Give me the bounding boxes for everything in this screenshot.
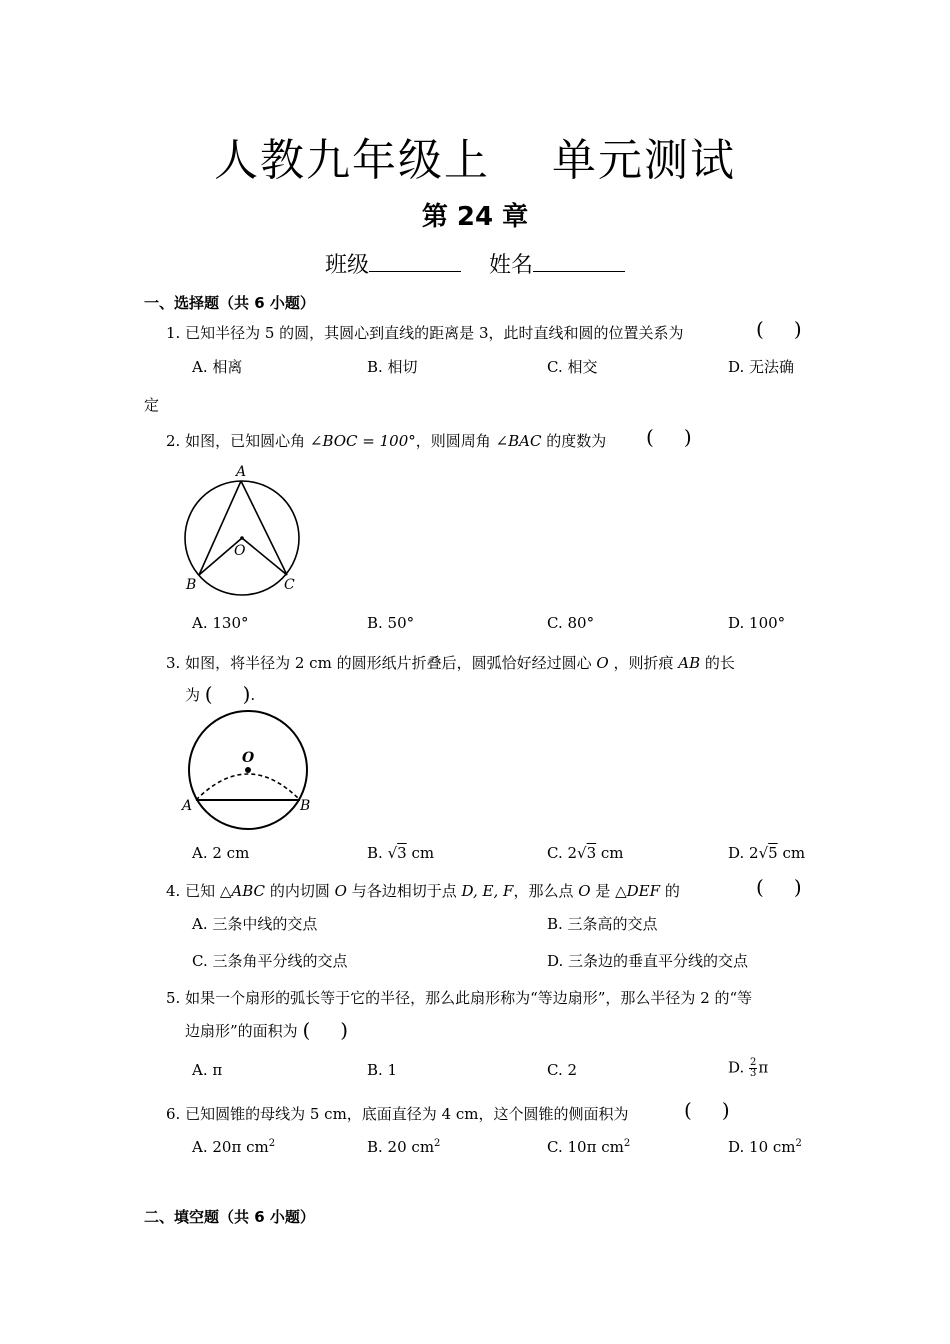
q2-option-d[interactable]: D. 100° <box>728 614 786 632</box>
q2-circle-figure <box>176 462 310 596</box>
q6-answer-paren[interactable]: ( ) <box>684 1098 730 1122</box>
q6-option-c[interactable]: C. 10π $cm^2$ <box>547 1138 631 1156</box>
q4-number: 4. <box>166 882 181 900</box>
q4-text-a: 的内切圆 <box>269 882 330 900</box>
question-3 <box>166 652 735 673</box>
q5-option-d[interactable]: D. $\frac{2}{3}$ π <box>728 1057 769 1079</box>
q1-option-d-wrap: 定 <box>144 396 160 414</box>
q4-answer-paren[interactable]: ( ) <box>756 875 802 899</box>
q2-label-b: B <box>186 577 197 593</box>
q3-line2-pre: 为 <box>185 686 201 704</box>
name-blank[interactable] <box>533 249 625 272</box>
q3-option-d[interactable]: D. 2√5 cm <box>728 844 806 862</box>
q3-option-a[interactable]: A. 2 cm <box>192 844 250 862</box>
q1-option-d[interactable]: D. 无法确 <box>728 358 795 376</box>
question-4 <box>166 880 680 901</box>
chapter-heading: 第 24 章 <box>421 202 529 232</box>
q4-text-c: ，那么点 <box>513 882 574 900</box>
q6-number: 6. <box>166 1105 181 1123</box>
q6-text: 已知圆锥的母线为 5 cm，底面直径为 4 cm，这个圆锥的侧面积为 <box>185 1105 629 1123</box>
q4-option-c[interactable]: C. 三条角平分线的交点 <box>192 952 348 970</box>
q3-text-mid: ，则折痕 <box>613 654 674 672</box>
q2-expr-boc: ∠BOC = 100° <box>309 432 416 450</box>
q4-option-b[interactable]: B. 三条高的交点 <box>547 915 658 933</box>
q1-option-b[interactable]: B. 相切 <box>367 358 418 376</box>
q1-option-c[interactable]: C. 相交 <box>547 358 598 376</box>
q2-expr-bac: ∠BAC <box>495 432 542 450</box>
q2-label-c: C <box>284 577 295 593</box>
q4-text-e: 的 <box>664 882 680 900</box>
q1-option-a[interactable]: A. 相离 <box>192 358 243 376</box>
q2-text-post: 的度数为 <box>546 432 607 450</box>
q3-fold-figure <box>180 704 320 836</box>
q3-label-b: B <box>300 798 311 814</box>
q2-radius-oc <box>242 538 287 575</box>
question-5 <box>166 987 752 1008</box>
q3-var-o: O <box>596 654 609 672</box>
q2-answer-paren[interactable]: ( ) <box>646 425 692 449</box>
q3-label-a: A <box>182 798 193 814</box>
section2-heading: 二、填空题（共 6 小题） <box>144 1208 315 1226</box>
q4-text-d: 是 <box>595 882 611 900</box>
question-6 <box>166 1103 629 1124</box>
q6-option-d[interactable]: D. 10 $cm^2$ <box>728 1138 802 1156</box>
q3-number: 3. <box>166 654 181 672</box>
title-part2: 单元测试 <box>552 135 736 186</box>
q5-option-c[interactable]: C. 2 <box>547 1061 578 1079</box>
q3-option-b[interactable]: B. √3 cm <box>367 844 435 862</box>
q5-text: 如果一个扇形的弧长等于它的半径，那么此扇形称为“等边扇形”，那么半径为 2 的“等 <box>185 989 753 1007</box>
q3-line2-post: . <box>250 686 256 704</box>
q3-folded-arc <box>196 774 300 800</box>
q2-option-c[interactable]: C. 80° <box>547 614 595 632</box>
q5-answer-paren[interactable]: ( ) <box>302 1018 349 1042</box>
q3-text-pre: 如图，将半径为 2 cm 的圆形纸片折叠后，圆弧恰好经过圆心 <box>185 654 592 672</box>
q4-option-d[interactable]: D. 三条边的垂直平分线的交点 <box>547 952 749 970</box>
q3-center-dot <box>245 767 251 773</box>
question-1 <box>166 322 684 343</box>
q5-option-a[interactable]: A. π <box>192 1061 223 1079</box>
q2-option-a[interactable]: A. 130° <box>192 614 249 632</box>
q2-label-o: O <box>234 543 246 559</box>
q6-option-b[interactable]: B. 20 $cm^2$ <box>367 1138 441 1156</box>
q5-option-b[interactable]: B. 1 <box>367 1061 398 1079</box>
q5-line2-text: 边扇形”的面积为 <box>185 1022 298 1040</box>
q4-option-a[interactable]: A. 三条中线的交点 <box>192 915 318 933</box>
q5-number: 5. <box>166 989 181 1007</box>
q3-line2 <box>185 684 255 705</box>
q3-answer-paren[interactable]: ( ) <box>204 682 251 706</box>
q3-option-c[interactable]: C. 2√3 cm <box>547 844 624 862</box>
q3-var-ab: AB <box>678 654 701 672</box>
class-label: 班级 <box>324 253 369 278</box>
q4-tri-def: △DEF <box>615 882 661 900</box>
q1-answer-paren[interactable]: ( ) <box>756 317 802 341</box>
q4-var-o2: O <box>578 882 591 900</box>
title-part1: 人教九年级上 <box>214 135 490 186</box>
q6-option-a[interactable]: A. 20π $cm^2$ <box>192 1138 276 1156</box>
page-title <box>0 124 950 188</box>
q2-text-pre: 如图，已知圆心角 <box>185 432 306 450</box>
q4-points: D, E, F <box>461 882 514 900</box>
name-label: 姓名 <box>489 253 534 278</box>
q4-var-o: O <box>334 882 347 900</box>
q5-option-d-fraction: $\frac{2}{3}$ <box>750 1057 757 1079</box>
q2-number: 2. <box>166 432 181 450</box>
q4-text-pre: 已知 <box>185 882 216 900</box>
question-2 <box>166 430 606 451</box>
class-blank[interactable] <box>369 249 461 272</box>
q2-center-dot <box>240 536 244 540</box>
q3-text-post: 的长 <box>704 654 735 672</box>
student-info-row <box>0 248 950 279</box>
section1-heading: 一、选择题（共 6 小题） <box>144 294 315 312</box>
q3-label-o: O <box>242 750 255 766</box>
q2-label-a: A <box>236 464 247 480</box>
q1-text: 已知半径为 5 的圆，其圆心到直线的距离是 3，此时直线和圆的位置关系为 <box>185 324 684 342</box>
q1-number: 1. <box>166 324 181 342</box>
q5-line2 <box>185 1020 348 1041</box>
q4-text-b: 与各边相切于点 <box>351 882 457 900</box>
q2-option-b[interactable]: B. 50° <box>367 614 415 632</box>
q2-text-mid: ，则圆周角 <box>415 432 491 450</box>
q4-tri-abc: △ABC <box>219 882 266 900</box>
